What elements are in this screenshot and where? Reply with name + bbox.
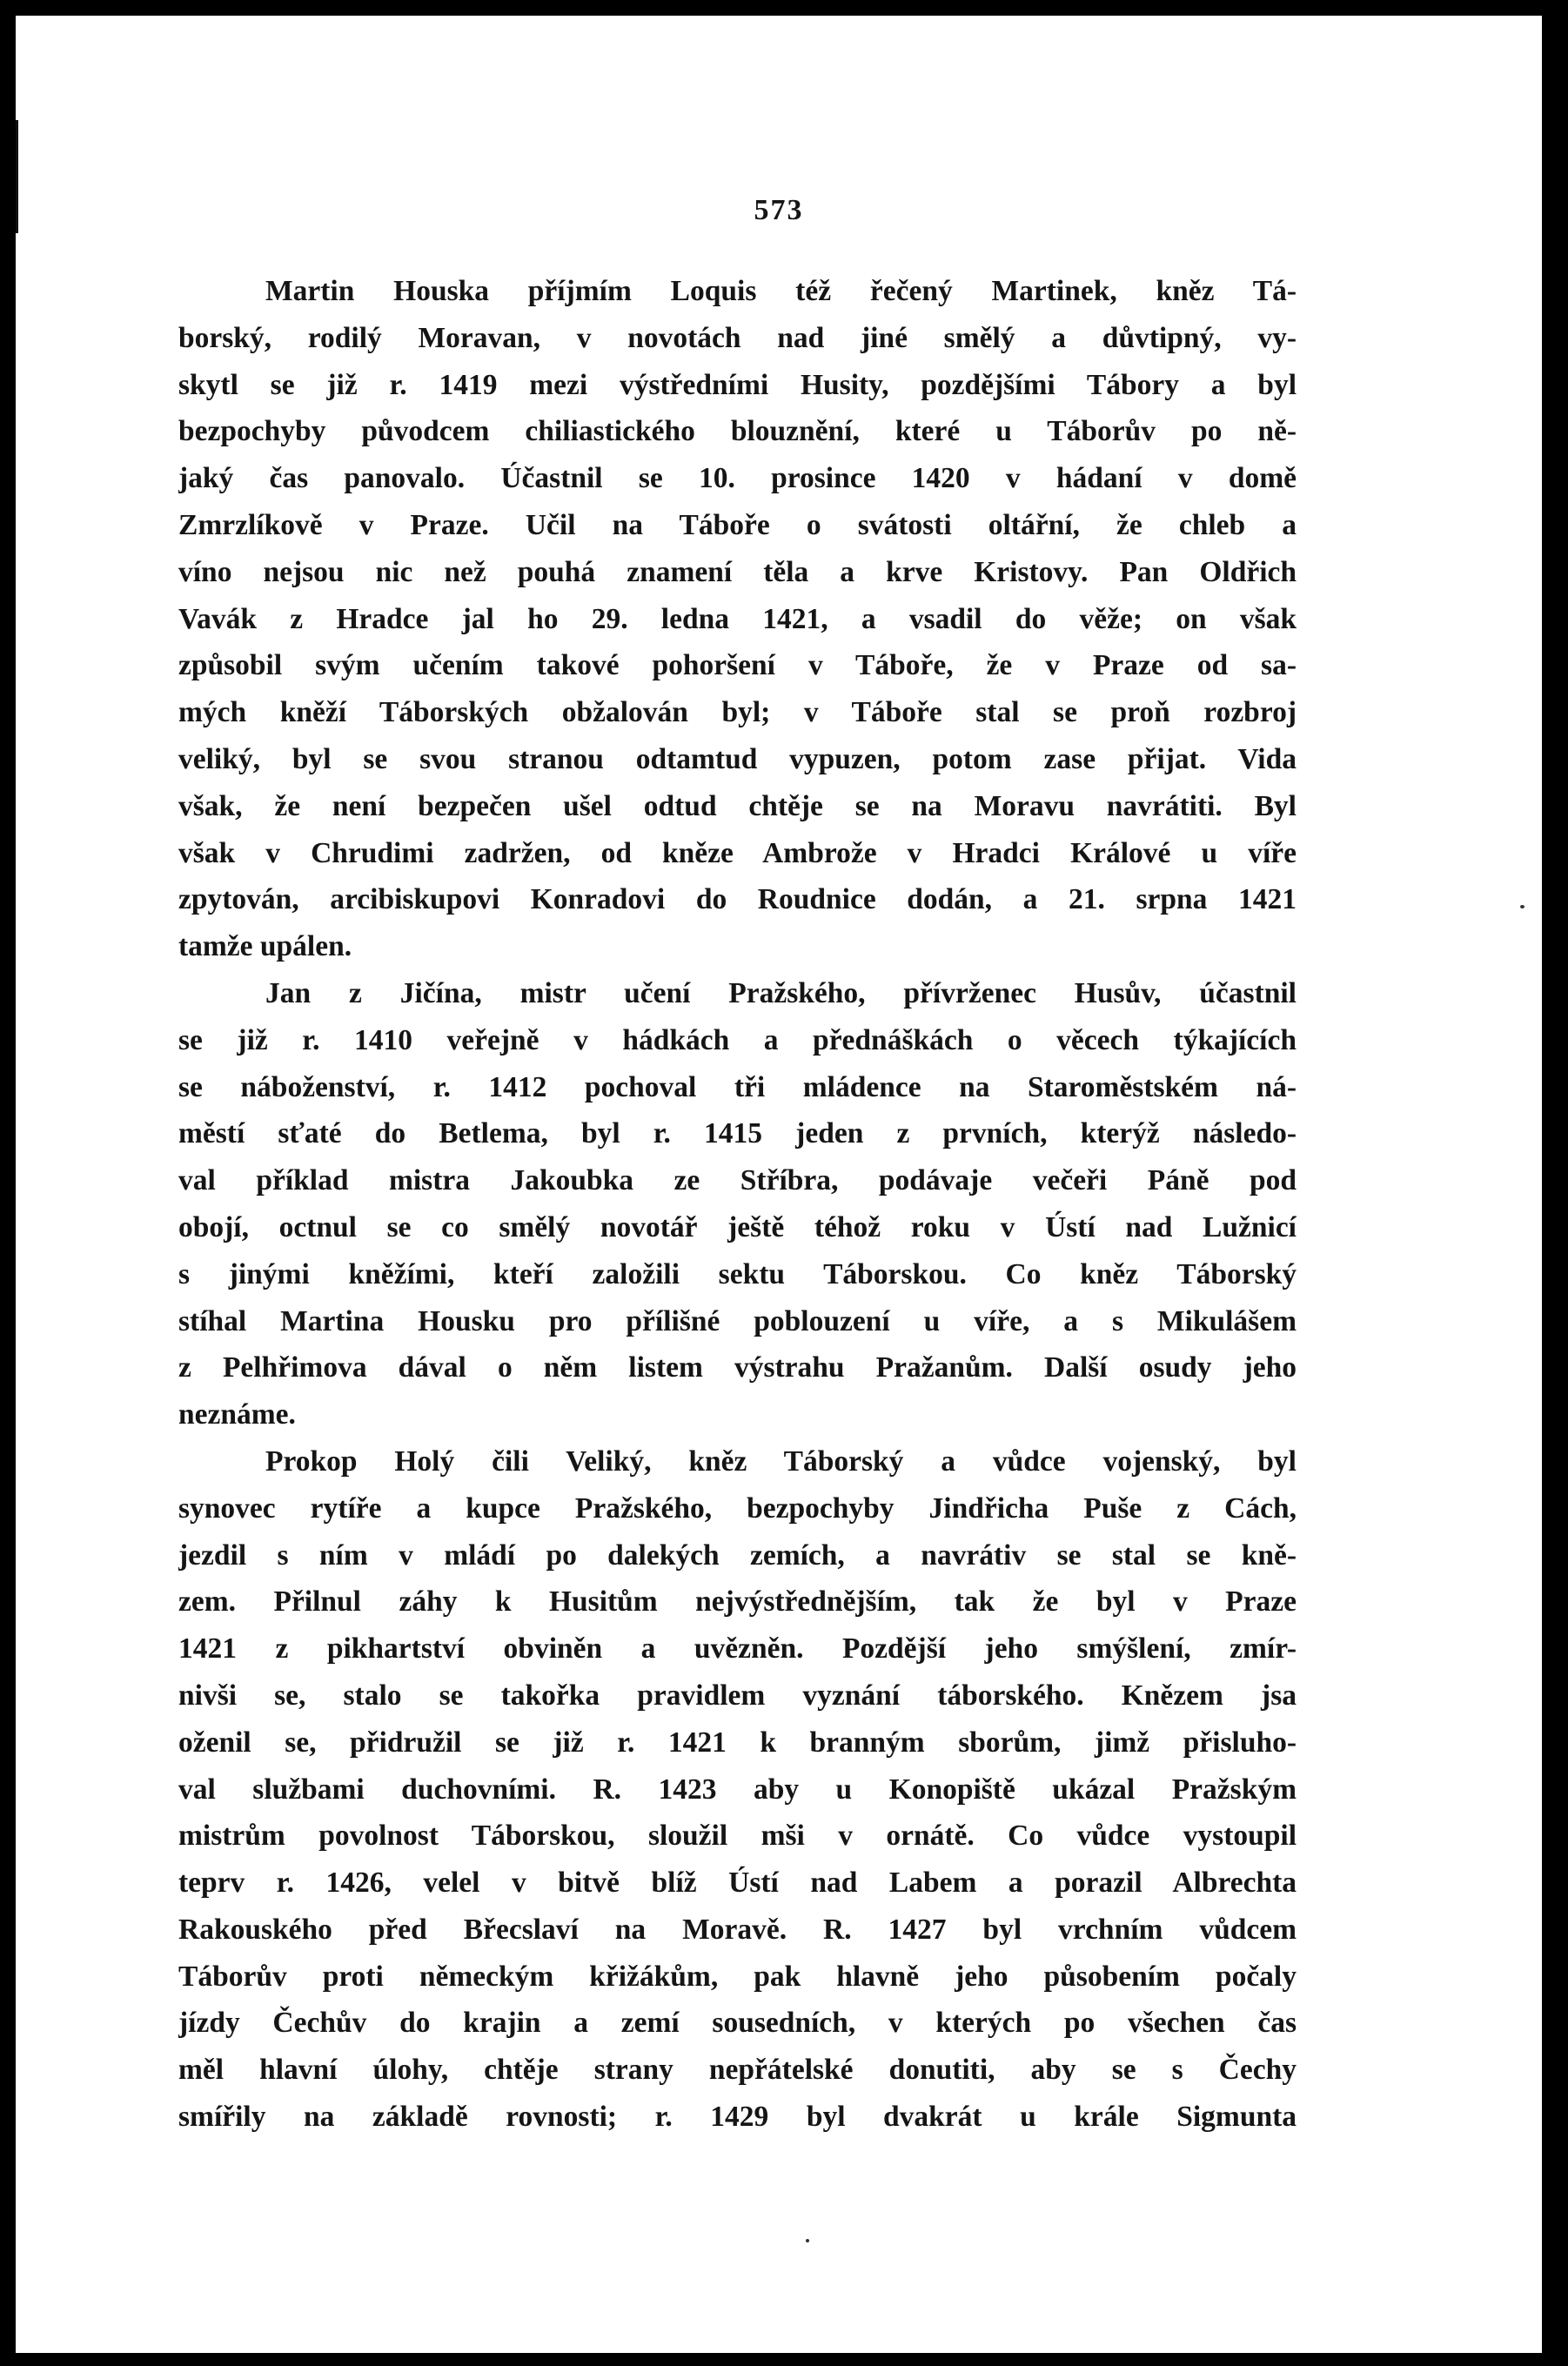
text-line: způsobil svým učením takové pohoršení v Táboře, že v Praze od sa-: [178, 649, 1297, 682]
text-line: měl hlavní úlohy, chtěje strany nepřátelské donutiti, aby se s Čechy: [178, 2054, 1297, 2087]
text-line: zpytován, arcibiskupovi Konradovi do Roudnice dodán, a 21. srpna 1421: [178, 883, 1297, 916]
text-line: Prokop Holý čili Veliký, kněz Táborský a vůdce vojenský, byl: [265, 1444, 1297, 1478]
text-line: víno nejsou nic než pouhá znamení těla a krve Kristovy. Pan Oldřich: [178, 555, 1297, 588]
text-line: však v Chrudimi zadržen, od kněze Ambrože v Hradci Králové u víře: [178, 836, 1297, 869]
text-line: městí sťaté do Betlema, byl r. 1415 jeden z prvních, kterýž následo-: [178, 1117, 1297, 1150]
text-line: 1421 z pikhartství obviněn a uvězněn. Pozdější jeho smýšlení, zmír-: [178, 1632, 1297, 1666]
body-text: [178, 268, 1297, 2141]
scan-speck: [806, 2239, 809, 2242]
text-line: však, že není bezpečen ušel odtud chtěje se na Moravu navrátiti. Byl: [178, 789, 1297, 822]
text-line: stíhal Martina Housku pro přílišné poblouzení u víře, a s Mikulášem: [178, 1304, 1297, 1337]
text-line: jezdil s ním v mládí po dalekých zemích, a navrátiv se stal se kně-: [178, 1538, 1297, 1572]
text-line: tamže upálen.: [178, 930, 352, 963]
text-line: val příklad mistra Jakoubka ze Stříbra, podávaje večeři Páně pod: [178, 1164, 1297, 1197]
text-line: jaký čas panovalo. Účastnil se 10. prosince 1420 v hádaní v domě: [178, 462, 1297, 495]
book-page: [16, 16, 1542, 2353]
text-line: veliký, byl se svou stranou odtamtud vypuzen, potom zase přijat. Vida: [178, 742, 1297, 775]
text-line: jízdy Čechův do krajin a zemí sousedních, v kterých po všechen čas: [178, 2007, 1297, 2040]
text-line: nivši se, stalo se takořka pravidlem vyznání táborského. Knězem jsa: [178, 1679, 1297, 1712]
scan-speck: [1520, 905, 1524, 908]
text-line: se již r. 1410 veřejně v hádkách a přednáškách o věcech týkajících: [178, 1023, 1297, 1056]
paragraph-prokop-holy: [178, 1438, 1297, 2141]
text-line: borský, rodilý Moravan, v novotách nad jiné smělý a důvtipný, vy-: [178, 321, 1297, 354]
text-line: Táborův proti německým křižákům, pak hlavně jeho působením počaly: [178, 1960, 1297, 1993]
text-line: Zmrzlíkově v Praze. Učil na Táboře o svátosti oltářní, že chleb a: [178, 508, 1297, 541]
text-line: smířily na základě rovnosti; r. 1429 byl dvakrát u krále Sigmunta: [178, 2101, 1297, 2134]
text-line: s jinými kněžími, kteří založili sektu Táborskou. Co kněz Táborský: [178, 1257, 1297, 1290]
text-line: mistrům povolnost Táborskou, sloužil mši v ornátě. Co vůdce vystoupil: [178, 1820, 1297, 1853]
text-line: oženil se, přidružil se již r. 1421 k branným sborům, jimž přisluho-: [178, 1726, 1297, 1759]
text-line: teprv r. 1426, velel v bitvě blíž Ústí nad Labem a porazil Albrechta: [178, 1867, 1297, 1900]
text-line: bezpochyby původcem chiliastického blouznění, které u Táborův po ně-: [178, 415, 1297, 448]
text-line: synovec rytíře a kupce Pražského, bezpochyby Jindřicha Puše z Cách,: [178, 1491, 1297, 1525]
text-line: Vavák z Hradce jal ho 29. ledna 1421, a vsadil do věže; on však: [178, 602, 1297, 635]
text-line: val službami duchovními. R. 1423 aby u Konopiště ukázal Pražským: [178, 1773, 1297, 1806]
paragraph-jan-z-jicina: [178, 970, 1297, 1438]
text-line: Martin Houska příjmím Loquis též řečený Martinek, kněz Tá-: [265, 275, 1297, 307]
text-line: neznáme.: [178, 1398, 296, 1431]
text-line: mých kněží Táborských obžalován byl; v Táboře stal se proň rozbroj: [178, 696, 1297, 729]
page-number: 573: [754, 194, 804, 226]
paragraph-martin-houska: [178, 268, 1297, 970]
text-line: Rakouského před Břecslaví na Moravě. R. 1427 byl vrchním vůdcem: [178, 1913, 1297, 1946]
text-line: se náboženství, r. 1412 pochoval tři mládence na Staroměstském ná-: [178, 1070, 1297, 1103]
text-line: zem. Přilnul záhy k Husitům nejvýstřednějším, tak že byl v Praze: [178, 1585, 1297, 1619]
text-line: obojí, octnul se co smělý novotář ještě téhož roku v Ústí nad Lužnicí: [178, 1210, 1297, 1243]
text-line: z Pelhřimova dával o něm listem výstrahu Pražanům. Další osudy jeho: [178, 1351, 1297, 1384]
text-line: skytl se již r. 1419 mezi výstředními Husity, pozdějšími Tábory a byl: [178, 368, 1297, 401]
text-line: Jan z Jičína, mistr učení Pražského, přívrženec Husův, účastnil: [265, 976, 1297, 1009]
